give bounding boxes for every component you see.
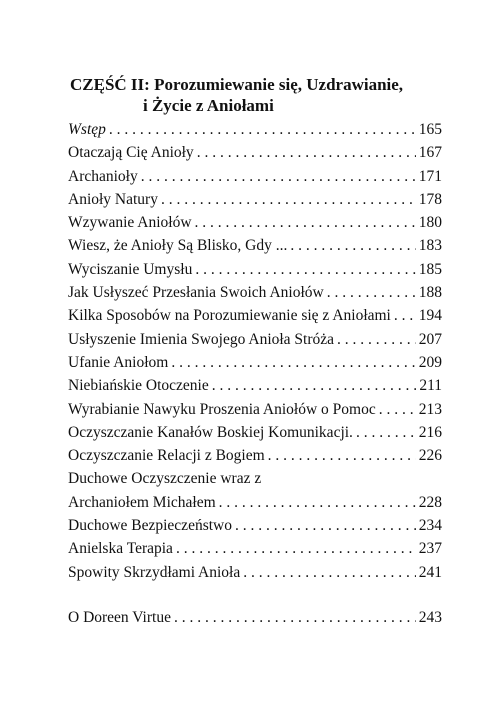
toc-entry xyxy=(68,188,442,211)
toc-entry-title: Oczyszczanie Relacji z Bogiem xyxy=(68,447,265,465)
dot-leader xyxy=(174,606,416,629)
toc-entry-two-line xyxy=(68,467,442,514)
toc-page-number: 213 xyxy=(418,400,442,418)
dot-leader xyxy=(268,444,416,467)
dot-leader xyxy=(290,234,415,257)
toc-page-number: 180 xyxy=(418,214,442,232)
toc-entry xyxy=(68,281,442,304)
toc-entry xyxy=(68,444,442,467)
dot-leader xyxy=(212,374,417,397)
part-heading xyxy=(70,74,450,116)
toc-page-number: 165 xyxy=(418,121,442,138)
section-spacer xyxy=(68,584,442,606)
toc-page-number: 241 xyxy=(418,563,442,581)
toc-entry-title: Niebiańskie Otoczenie xyxy=(68,377,209,395)
toc-page-number: 167 xyxy=(418,144,442,162)
toc-entry xyxy=(68,514,442,537)
toc-page-number: 237 xyxy=(418,540,442,558)
dot-leader xyxy=(141,165,416,188)
toc-entry-title: Archaniołem Michałem xyxy=(68,493,216,511)
dot-leader xyxy=(356,421,416,444)
table-of-contents xyxy=(68,118,442,629)
dot-leader xyxy=(161,188,416,211)
toc-page-number: 194 xyxy=(418,307,442,325)
toc-entry-title: Kilka Sposobów na Porozumiewanie się z Aniołami xyxy=(68,307,391,325)
toc-page-number: 171 xyxy=(418,167,442,185)
toc-entry-title: Anioły Natury xyxy=(68,190,158,208)
toc-entry xyxy=(68,537,442,560)
dot-leader xyxy=(327,281,416,304)
toc-entry-title: Usłyszenie Imienia Swojego Anioła Stróża xyxy=(68,330,335,348)
toc-entry-title: Wyciszanie Umysłu xyxy=(68,260,193,278)
dot-leader xyxy=(195,258,415,281)
toc-entry xyxy=(68,258,442,281)
dot-leader xyxy=(337,328,416,351)
part-heading-line2: i Życie z Aniołami xyxy=(143,96,274,115)
toc-page-number: 216 xyxy=(418,423,442,441)
toc-entry-title: Ufanie Aniołom xyxy=(68,353,169,371)
toc-entry-title: Archanioły xyxy=(68,167,138,185)
toc-entry xyxy=(68,141,442,164)
toc-entry xyxy=(68,398,442,421)
toc-page-number: 228 xyxy=(418,493,442,511)
toc-page-number: 183 xyxy=(418,237,442,255)
toc-entry-title: Otaczają Cię Anioły xyxy=(68,144,194,162)
toc-entry-title: Wyrabianie Nawyku Proszenia Aniołów o Pomoc xyxy=(68,400,376,418)
dot-leader xyxy=(176,537,416,560)
dot-leader xyxy=(195,211,416,234)
toc-entry xyxy=(68,328,442,351)
toc-entry xyxy=(68,561,442,584)
part-heading-line1: CZĘŚĆ II: Porozumiewanie się, Uzdrawianie, xyxy=(70,75,404,94)
toc-entry-title: Anielska Terapia xyxy=(68,540,173,558)
toc-entry xyxy=(68,211,442,234)
toc-entry-about-author xyxy=(68,606,442,629)
toc-entry-wstep xyxy=(68,118,442,141)
toc-entry-title: Oczyszczanie Kanałów Boskiej Komunikacji. xyxy=(68,423,353,441)
toc-entry-title: Wzywanie Aniołów xyxy=(68,214,192,232)
dot-leader xyxy=(219,491,416,514)
toc-entry-title: Jak Usłyszeć Przesłania Swoich Aniołów xyxy=(68,284,324,302)
toc-page-number: 226 xyxy=(418,447,442,465)
dot-leader xyxy=(197,141,416,164)
toc-entry-title-line1: Duchowe Oczyszczenie wraz z xyxy=(68,470,262,488)
dot-leader xyxy=(171,351,415,374)
toc-entry xyxy=(68,165,442,188)
toc-entry xyxy=(68,374,442,397)
toc-entry-title: Wstęp xyxy=(68,121,106,138)
toc-page-number: 178 xyxy=(418,190,442,208)
toc-entry xyxy=(68,421,442,444)
toc-page-number: 234 xyxy=(418,517,442,535)
toc-page-number: 188 xyxy=(418,284,442,302)
toc-entry-title: Duchowe Bezpieczeństwo xyxy=(68,517,232,535)
dot-leader xyxy=(379,398,416,421)
toc-page-number: 211 xyxy=(419,377,442,395)
toc-entry-second-line xyxy=(68,491,442,514)
dot-leader xyxy=(243,561,416,584)
dot-leader xyxy=(235,514,416,537)
toc-entry-title: O Doreen Virtue xyxy=(68,608,171,626)
toc-entry xyxy=(68,234,442,257)
toc-entry xyxy=(68,351,442,374)
toc-entry-title: Spowity Skrzydłami Anioła xyxy=(68,563,241,581)
toc-page-number: 207 xyxy=(418,330,442,348)
toc-page-number: 243 xyxy=(418,608,442,626)
toc-entry-title: Wiesz, że Anioły Są Blisko, Gdy ... xyxy=(68,237,288,255)
toc-page-number: 209 xyxy=(418,353,442,371)
dot-leader xyxy=(109,118,416,141)
dot-leader xyxy=(394,304,416,327)
toc-entry xyxy=(68,304,442,327)
toc-page-number: 185 xyxy=(418,260,442,278)
